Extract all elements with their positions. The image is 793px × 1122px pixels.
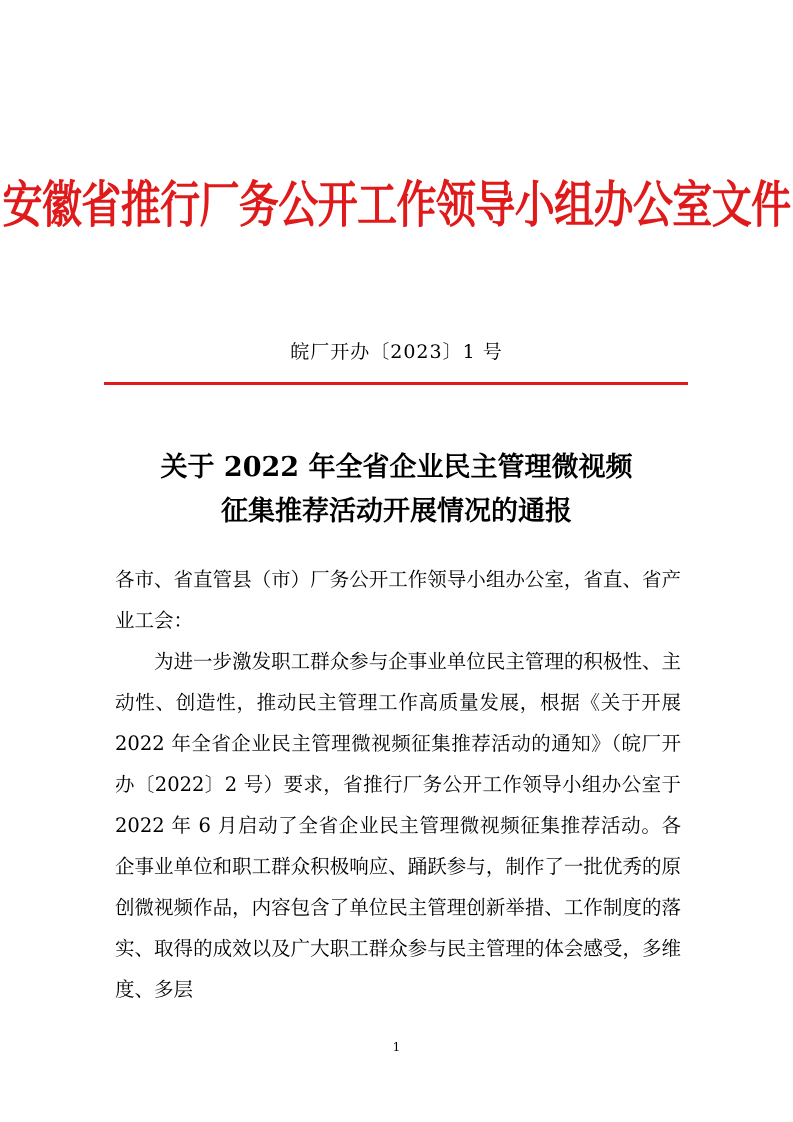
issuing-office-title: 安徽省推行厂务公开工作领导小组办公室文件 bbox=[2, 176, 791, 235]
document-title-line-2: 征集推荐活动开展情况的通报 bbox=[221, 496, 572, 527]
document-number: 皖厂开办〔2023〕1 号 bbox=[290, 341, 503, 363]
salutation: 各市、省直管县（市）厂务公开工作领导小组办公室，省直、省产业工会： bbox=[115, 568, 681, 632]
red-divider-line bbox=[104, 382, 688, 385]
document-title-line-1: 关于 2022 年全省企业民主管理微视频 bbox=[160, 452, 633, 483]
body-paragraph: 为进一步激发职工群众参与企事业单位民主管理的积极性、主动性、创造性，推动民主管理工作高质量发展，根据《关于开展 2022 年全省企业民主管理微视频征集推荐活动的通知》（皖厂开办〔2022〕2 号）要求，省推行厂务公开工作领导小组办公室于 2022 年 6 月启动了全省企业民主管理微视频征集推荐活动。各企事业单位和职工群众积极响应、踊跃参与，制作了一批优秀的原创微视频作品，内容包含了单位民主管理创新举措、工作制度的落实、取得的成效以及广大职工群众参与民主管理的体会感受，多维度、多层 bbox=[115, 650, 681, 1001]
document-title bbox=[0, 446, 793, 534]
page-number: 1 bbox=[392, 1040, 401, 1054]
document-body bbox=[115, 559, 681, 1010]
